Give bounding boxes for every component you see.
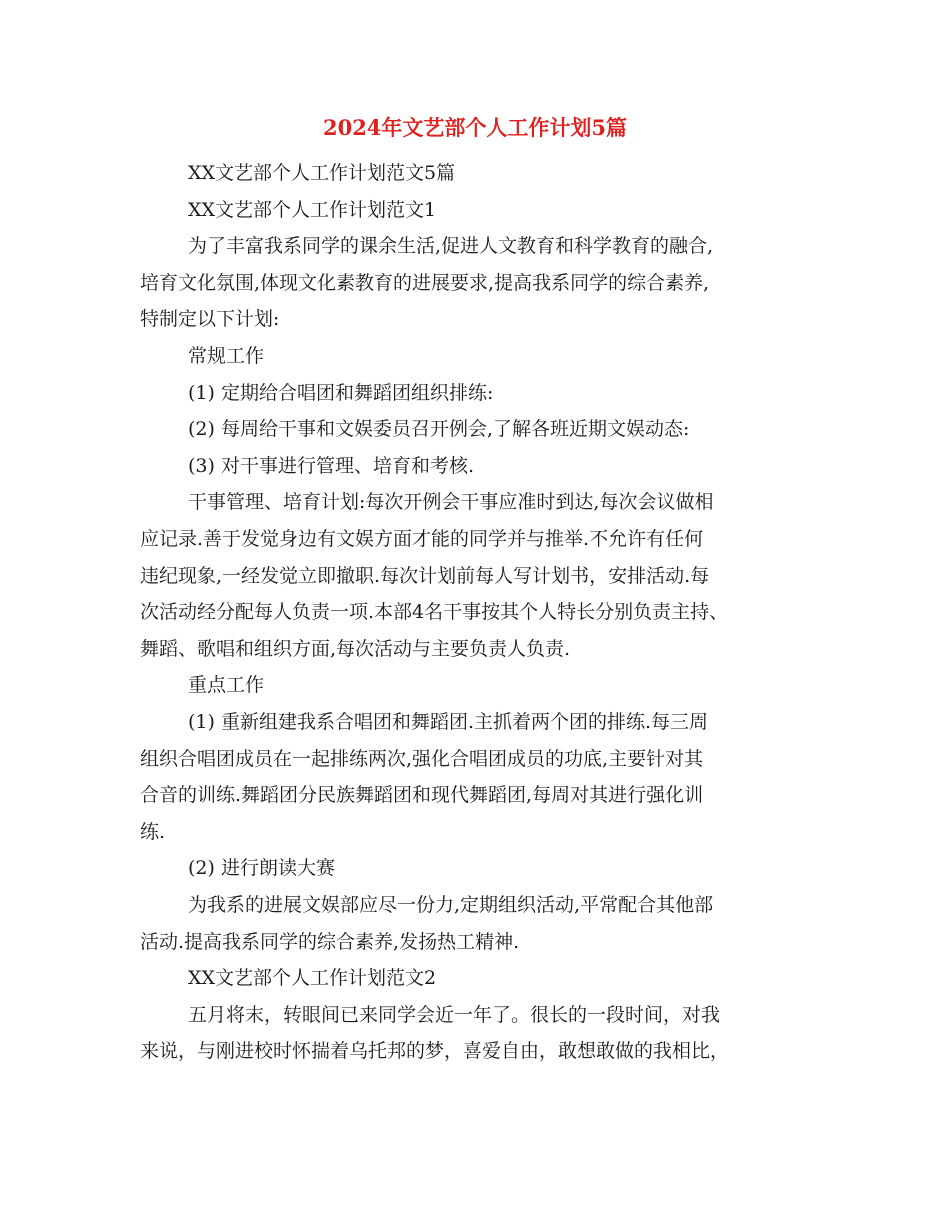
text-line: XX文艺部个人工作计划范文2 — [188, 967, 437, 990]
text-line: 应记录.善于发觉身边有文娱方面才能的同学并与推举.不允许有任何 — [140, 528, 704, 550]
text-line: (3) 对干事进行管理、培育和考核. — [188, 454, 474, 477]
text-line: (1) 重新组建我系合唱团和舞蹈团.主抓着两个团的排练.每三周 — [188, 711, 709, 733]
text-line: 重点工作 — [188, 674, 265, 697]
text-line: 练. — [140, 820, 166, 843]
text-line: 常规工作 — [188, 345, 265, 367]
text-line: 五月将末，转眼间已来同学会近一年了。很长的一段时间，对我 — [188, 1003, 721, 1026]
text-line: 来说，与刚进校时怀揣着乌托邦的梦，喜爱自由，敢想敢做的我相比， — [140, 1040, 730, 1063]
text-line: (1) 定期给合唱团和舞蹈团组织排练: — [188, 381, 494, 404]
text-line: 干事管理、培育计划:每次开例会干事应准时到达,每次会议做相 — [188, 491, 714, 514]
text-line: (2) 每周给干事和文娱委员召开例会,了解各班近期文娱动态: — [188, 418, 690, 441]
text-line: 次活动经分配每人负责一项.本部4名干事按其个人特长分别负责主持、 — [140, 601, 729, 624]
text-line: XX文艺部个人工作计划范文5篇 — [188, 162, 456, 184]
text-line: 活动.提高我系同学的综合素养,发扬热工精神. — [140, 930, 520, 953]
text-line: 舞蹈、歌唱和组织方面,每次活动与主要负责人负责. — [140, 637, 571, 660]
text-line: 培育文化氛围,体现文化素教育的进展要求,提高我系同学的综合素养, — [140, 271, 710, 294]
document-title: 2024年文艺部个人工作计划5篇 — [322, 115, 628, 140]
text-line: 特制定以下计划: — [140, 308, 280, 331]
text-line: 合音的训练.舞蹈团分民族舞蹈团和现代舞蹈团,每周对其进行强化训 — [140, 784, 704, 807]
text-line: 为我系的进展文娱部应尽一份力,定期组织活动,平常配合其他部 — [188, 894, 714, 916]
text-line: 为了丰富我系同学的课余生活,促进人文教育和科学教育的融合, — [188, 235, 714, 258]
text-line: (2) 进行朗读大赛 — [188, 857, 335, 880]
text-line: XX文艺部个人工作计划范文1 — [188, 198, 437, 221]
text-line: 违纪现象,一经发觉立即撤职.每次计划前每人写计划书，安排活动.每 — [140, 564, 710, 587]
text-line: 组织合唱团成员在一起排练两次,强化合唱团成员的功底,主要针对其 — [140, 747, 704, 770]
